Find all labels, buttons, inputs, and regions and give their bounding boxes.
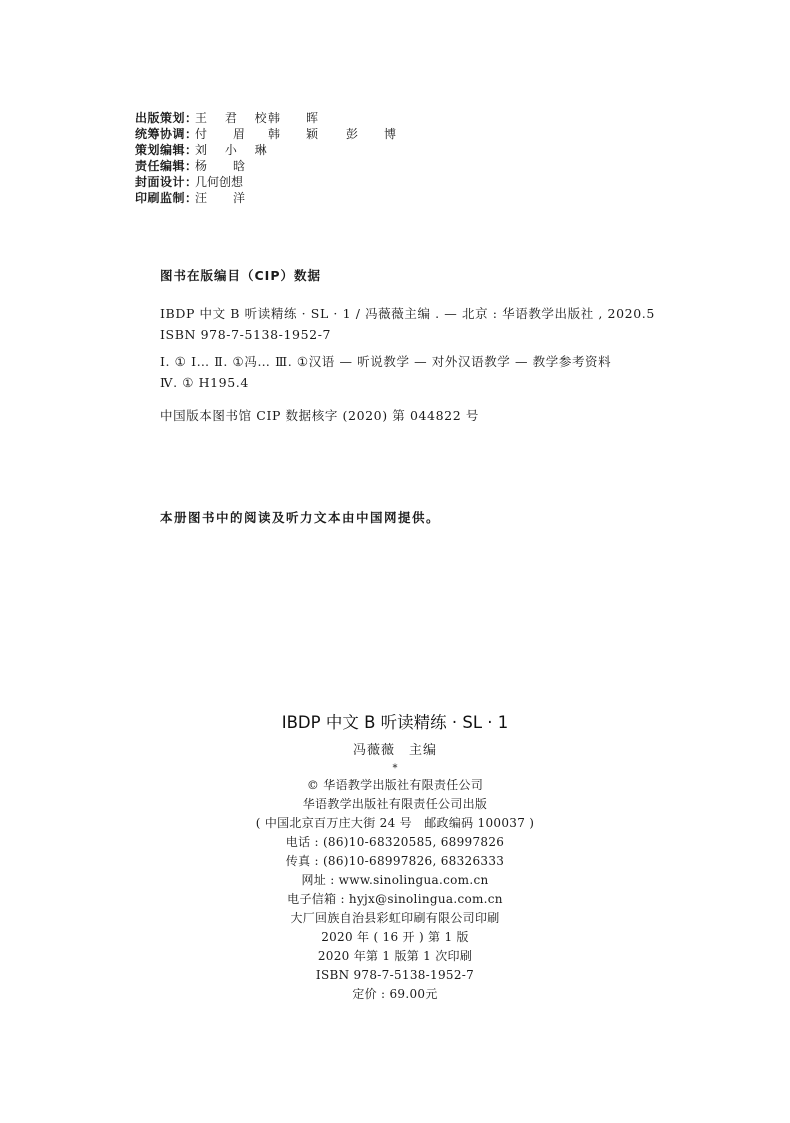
imprint-printer: 大厂回族自治县彩虹印刷有限公司印刷 [290,911,500,925]
credit-row-planning [135,110,465,126]
credit-name: 付 眉 [195,127,253,141]
credit-row-editor [135,158,465,174]
cip-entry [160,303,655,345]
credit-name: 几何创想 [195,175,244,189]
cip-subjects-line: Ⅰ. ① I… Ⅱ. ①冯… Ⅲ. ①汉语 — 听说教学 — 对外汉语教学 — 教学参考资料 [160,354,612,369]
credit-name: 王 君 校 [195,111,274,125]
credit-name: 杨 晗 [195,159,253,173]
imprint-price: 定价 : 69.00元 [352,987,438,1001]
imprint-fax: 传真 : (86)10-68997826, 68326333 [285,854,505,868]
imprint-block [0,710,790,1004]
cip-classification-line: Ⅳ. ① H195.4 [160,375,249,390]
cip-subjects [160,351,611,393]
source-notice: 本册图书中的阅读及听力文本由中国网提供。 [160,510,441,525]
imprint-website: 网址 : www.sinolingua.com.cn [301,873,489,887]
imprint-publisher: 华语教学出版社有限责任公司出版 [302,797,488,811]
credit-name: 韩 颖 [268,127,326,141]
separator-star: * [392,763,398,774]
credit-name: 刘 小 琳 [195,143,274,157]
imprint-phone: 电话 : (86)10-68320585, 68997826 [285,835,505,849]
credits-block [135,110,465,206]
editor-name: 冯薇薇 [352,743,395,758]
credit-role: 印刷监制： [135,191,198,205]
imprint-printing: 2020 年第 1 版第 1 次印刷 [317,949,473,963]
credit-role: 出版策划： [135,111,198,125]
credit-row-planning-editor [135,142,465,158]
imprint-format: 2020 年 ( 16 开 ) 第 1 版 [321,930,469,944]
credit-role: 统筹协调： [135,127,198,141]
cip-number: 中国版本图书馆 CIP 数据核字 (2020) 第 044822 号 [160,408,479,423]
imprint-address: ( 中国北京百万庄大街 24 号 邮政编码 100037 ) [255,816,535,830]
credit-row-coordination [135,126,465,142]
cip-isbn-line: ISBN 978-7-5138-1952-7 [160,327,332,342]
cip-entry-line: IBDP 中文 B 听读精练 · SL · 1 / 冯薇薇主编 . — 北京 : 华语教学出版社 , 2020.5 [160,306,655,321]
cip-heading: 图书在版编目（CIP）数据 [160,268,321,283]
credit-name: 汪 洋 [195,191,253,205]
credit-row-print-supervision [135,190,465,206]
credit-role: 责任编辑： [135,159,198,173]
credit-role: 策划编辑： [135,143,198,157]
credit-role: 封面设计： [135,175,198,189]
imprint-isbn: ISBN 978-7-5138-1952-7 [315,968,475,982]
credit-name: 韩 晖 [268,111,326,125]
imprint-editor [0,740,790,762]
imprint-email: 电子信箱 : hyjx@sinolingua.com.cn [287,892,503,906]
imprint-copyright: © 华语教学出版社有限责任公司 [306,778,484,792]
credit-name: 彭 博 [346,127,404,141]
credit-row-cover-design [135,174,465,190]
editor-role: 主编 [409,743,438,758]
imprint-title: IBDP 中文 B 听读精练 · SL · 1 [281,713,509,732]
